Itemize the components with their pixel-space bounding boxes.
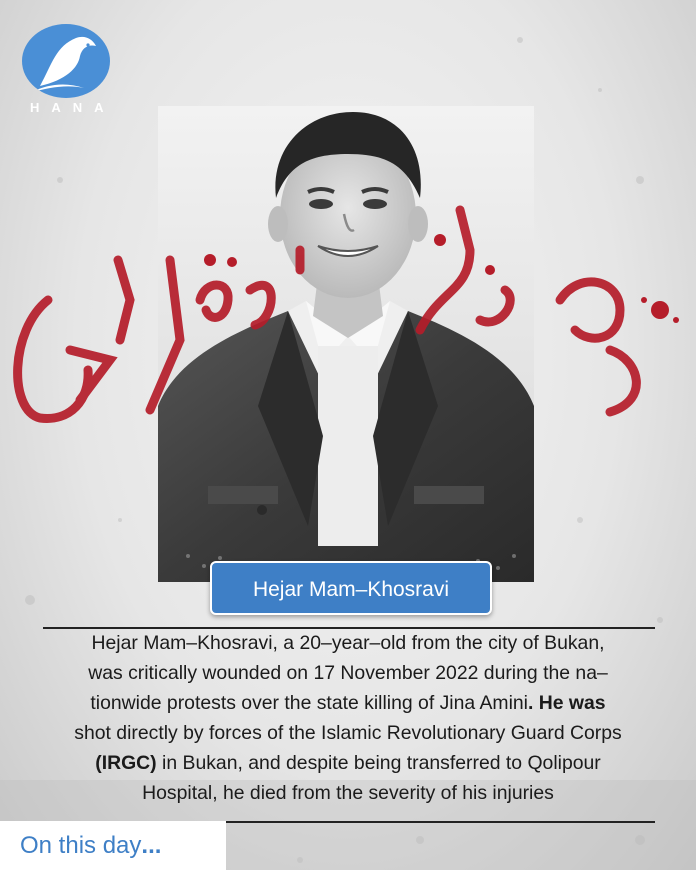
story-clip (0, 626, 696, 822)
on-this-day-dots: ... (141, 832, 162, 859)
story-line-3-tail: . He was (527, 692, 606, 714)
story-line-5: in Bukan, and despite being transferred to Qolipour (162, 752, 601, 774)
on-this-day-tab (0, 821, 226, 870)
logo-text: HANA (30, 100, 116, 115)
name-badge: Hejar Mam–Khosravi (210, 561, 492, 615)
dove-icon (22, 24, 110, 98)
story-line-1: Hejar Mam–Khosravi, a 20–year–old from the city of Bukan, (91, 632, 605, 654)
story-line-3: tionwide protests over the state killing of Jina Amini (90, 692, 528, 714)
on-this-day-label: On this day (20, 832, 142, 859)
hana-logo (20, 24, 116, 115)
story-irgc: (IRGC) (95, 752, 157, 774)
story-line-6: Hospital, he died from the severity of his injuries (142, 782, 554, 804)
story-line-2: was critically wounded on 17 November 2022 during the na– (88, 662, 608, 684)
story-text (30, 628, 666, 808)
story-line-4: shot directly by forces of the Islamic Revolutionary Guard Corps (74, 722, 622, 744)
